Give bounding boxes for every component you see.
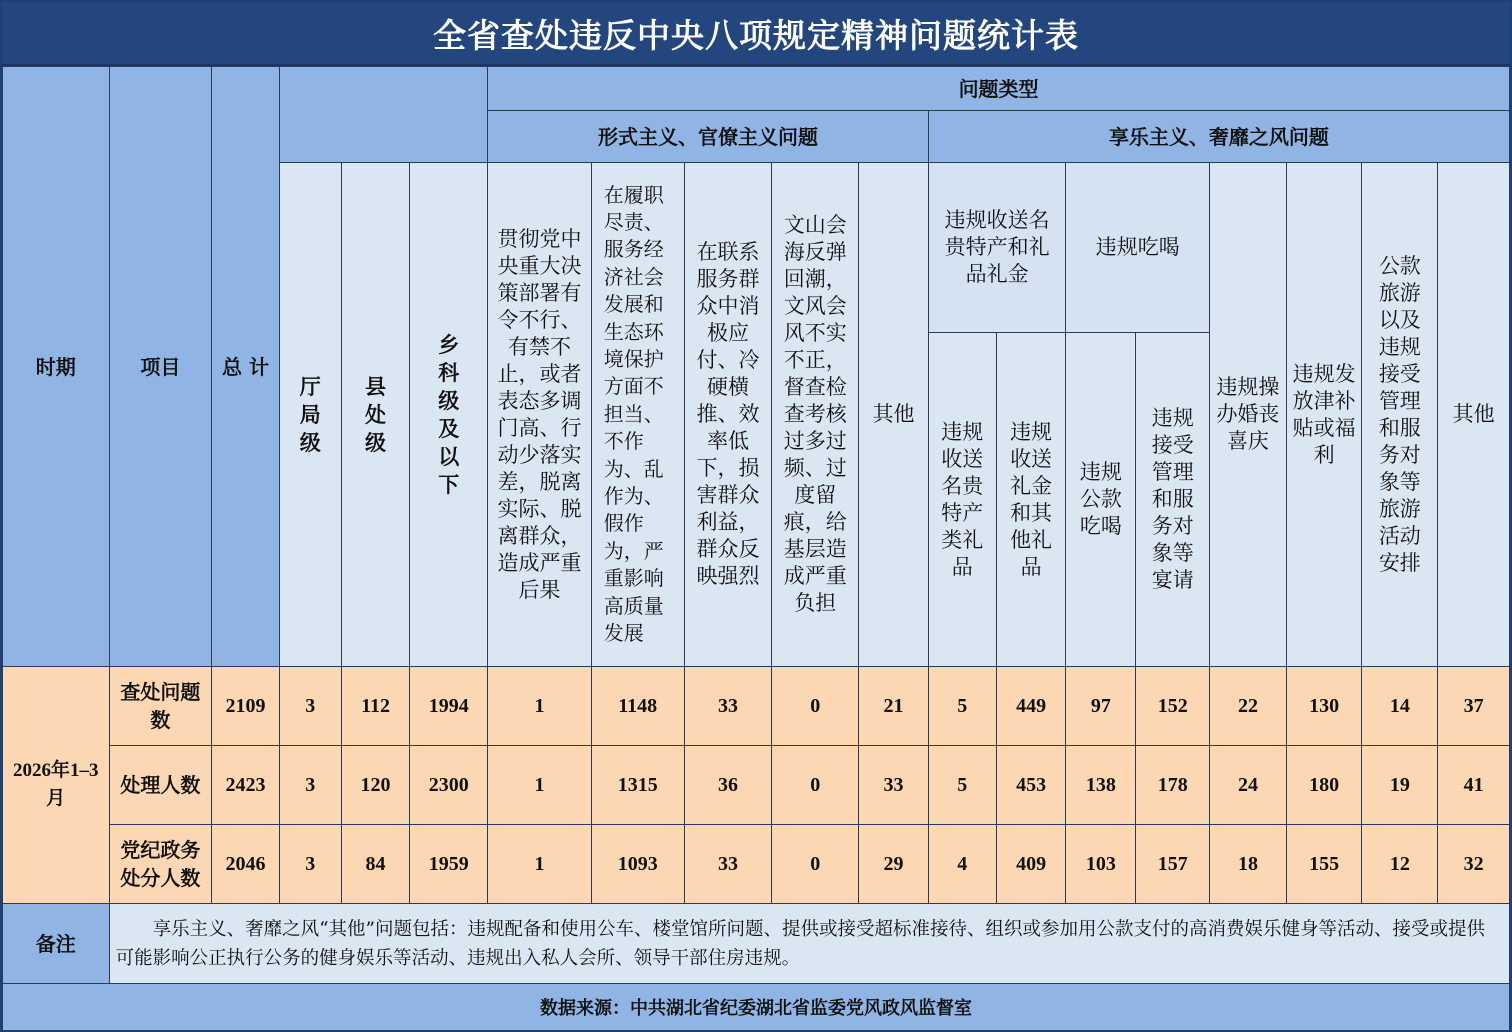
header-formalism-5: 其他 [859,163,929,667]
header-formalism-2: 在履职尽责、服务经济社会发展和生态环境保护方面不担当、不作为、乱作为、假作为，严重影响高质量发展 [591,163,684,667]
data-cell: 18 [1210,825,1287,904]
data-cell: 1 [488,746,592,825]
header-formalism: 形式主义、官僚主义问题 [488,111,929,163]
data-cell: 32 [1438,825,1510,904]
header-wedding: 违规操办婚丧喜庆 [1210,163,1287,667]
data-cell: 33 [684,667,772,746]
header-level-xian: 县处级 [341,163,410,667]
data-cell: 409 [996,825,1066,904]
data-cell: 14 [1362,667,1438,746]
header-travel: 公款旅游以及违规接受管理和服务对象等旅游活动安排 [1362,163,1438,667]
data-cell: 0 [772,825,859,904]
data-cell: 22 [1210,667,1287,746]
header-formalism-1: 贯彻党中央重大决策部署有令不行、有禁不止，或者表态多调门高、行动少落实差，脱离实际、脱离群众，造成严重后果 [488,163,592,667]
data-cell: 4 [928,825,996,904]
header-eat: 违规吃喝 [1066,163,1210,333]
data-cell: 3 [279,746,341,825]
header-level-ting: 厅局级 [279,163,341,667]
data-cell: 5 [928,667,996,746]
table-row [3,825,1510,904]
data-cell: 41 [1438,746,1510,825]
data-cell: 3 [279,825,341,904]
data-cell: 112 [341,667,410,746]
header-level-xiang: 乡科级及以下 [410,163,488,667]
data-cell: 36 [684,746,772,825]
statistics-table [2,66,1510,1031]
data-cell: 24 [1210,746,1287,825]
data-cell: 2046 [212,825,280,904]
data-cell: 33 [859,746,929,825]
data-cell: 453 [996,746,1066,825]
data-cell: 97 [1066,667,1136,746]
data-cell: 19 [1362,746,1438,825]
header-gift-b: 违规收送礼金和其他礼品 [996,333,1066,667]
data-cell: 0 [772,746,859,825]
data-cell: 2109 [212,667,280,746]
data-cell: 120 [341,746,410,825]
data-source: 数据来源：中共湖北省纪委湖北省监委党风政风监督室 [3,984,1510,1031]
data-cell: 152 [1136,667,1210,746]
data-cell: 155 [1286,825,1362,904]
row-label: 党纪政务处分人数 [109,825,212,904]
data-cell: 2423 [212,746,280,825]
header-eat-a: 违规公款吃喝 [1066,333,1136,667]
header-formalism-3: 在联系服务群众中消极应付、冷硬横推、效率低下，损害群众利益，群众反映强烈 [684,163,772,667]
note-label: 备注 [3,904,110,984]
data-cell: 5 [928,746,996,825]
period-cell: 2026年1–3月 [3,667,110,904]
data-cell: 33 [684,825,772,904]
data-cell: 1148 [591,667,684,746]
header-gift-a: 违规收送名贵特产类礼品 [928,333,996,667]
header-subsidy: 违规发放津补贴或福利 [1286,163,1362,667]
table-row [3,746,1510,825]
header-hedonism: 享乐主义、奢靡之风问题 [928,111,1509,163]
header-item: 项目 [109,67,212,667]
table-row [3,667,1510,746]
table-title: 全省查处违反中央八项规定精神问题统计表 [2,2,1510,66]
header-problem-type: 问题类型 [488,67,1510,111]
data-cell: 0 [772,667,859,746]
data-cell: 84 [341,825,410,904]
header-formalism-4: 文山会海反弹回潮，文风会风不实不正，督查检查考核过多过频、过度留痕，给基层造成严重负担 [772,163,859,667]
data-cell: 130 [1286,667,1362,746]
data-cell: 157 [1136,825,1210,904]
note-text: 享乐主义、奢靡之风“其他”问题包括：违规配备和使用公车、楼堂馆所问题、提供或接受超标准接待、组织或参加用公款支付的高消费娱乐健身等活动、接受或提供可能影响公正执行公务的健身娱乐等活动、违规出入私人会所、领导干部住房违规。 [109,904,1509,984]
data-cell: 1 [488,667,592,746]
data-cell: 1093 [591,825,684,904]
data-cell: 1959 [410,825,488,904]
header-total: 总 计 [212,67,280,667]
data-cell: 449 [996,667,1066,746]
header-hedonism-other: 其他 [1438,163,1510,667]
data-cell: 138 [1066,746,1136,825]
data-cell: 37 [1438,667,1510,746]
data-cell: 29 [859,825,929,904]
data-cell: 1315 [591,746,684,825]
row-label: 查处问题数 [109,667,212,746]
header-eat-b: 违规接受管理和服务对象等宴请 [1136,333,1210,667]
header-level-blank [279,67,487,163]
data-cell: 2300 [410,746,488,825]
data-cell: 178 [1136,746,1210,825]
row-label: 处理人数 [109,746,212,825]
header-gift: 违规收送名贵特产和礼品礼金 [928,163,1066,333]
data-cell: 21 [859,667,929,746]
data-cell: 1 [488,825,592,904]
data-cell: 1994 [410,667,488,746]
data-cell: 3 [279,667,341,746]
data-cell: 12 [1362,825,1438,904]
data-cell: 180 [1286,746,1362,825]
header-period: 时期 [3,67,110,667]
data-cell: 103 [1066,825,1136,904]
